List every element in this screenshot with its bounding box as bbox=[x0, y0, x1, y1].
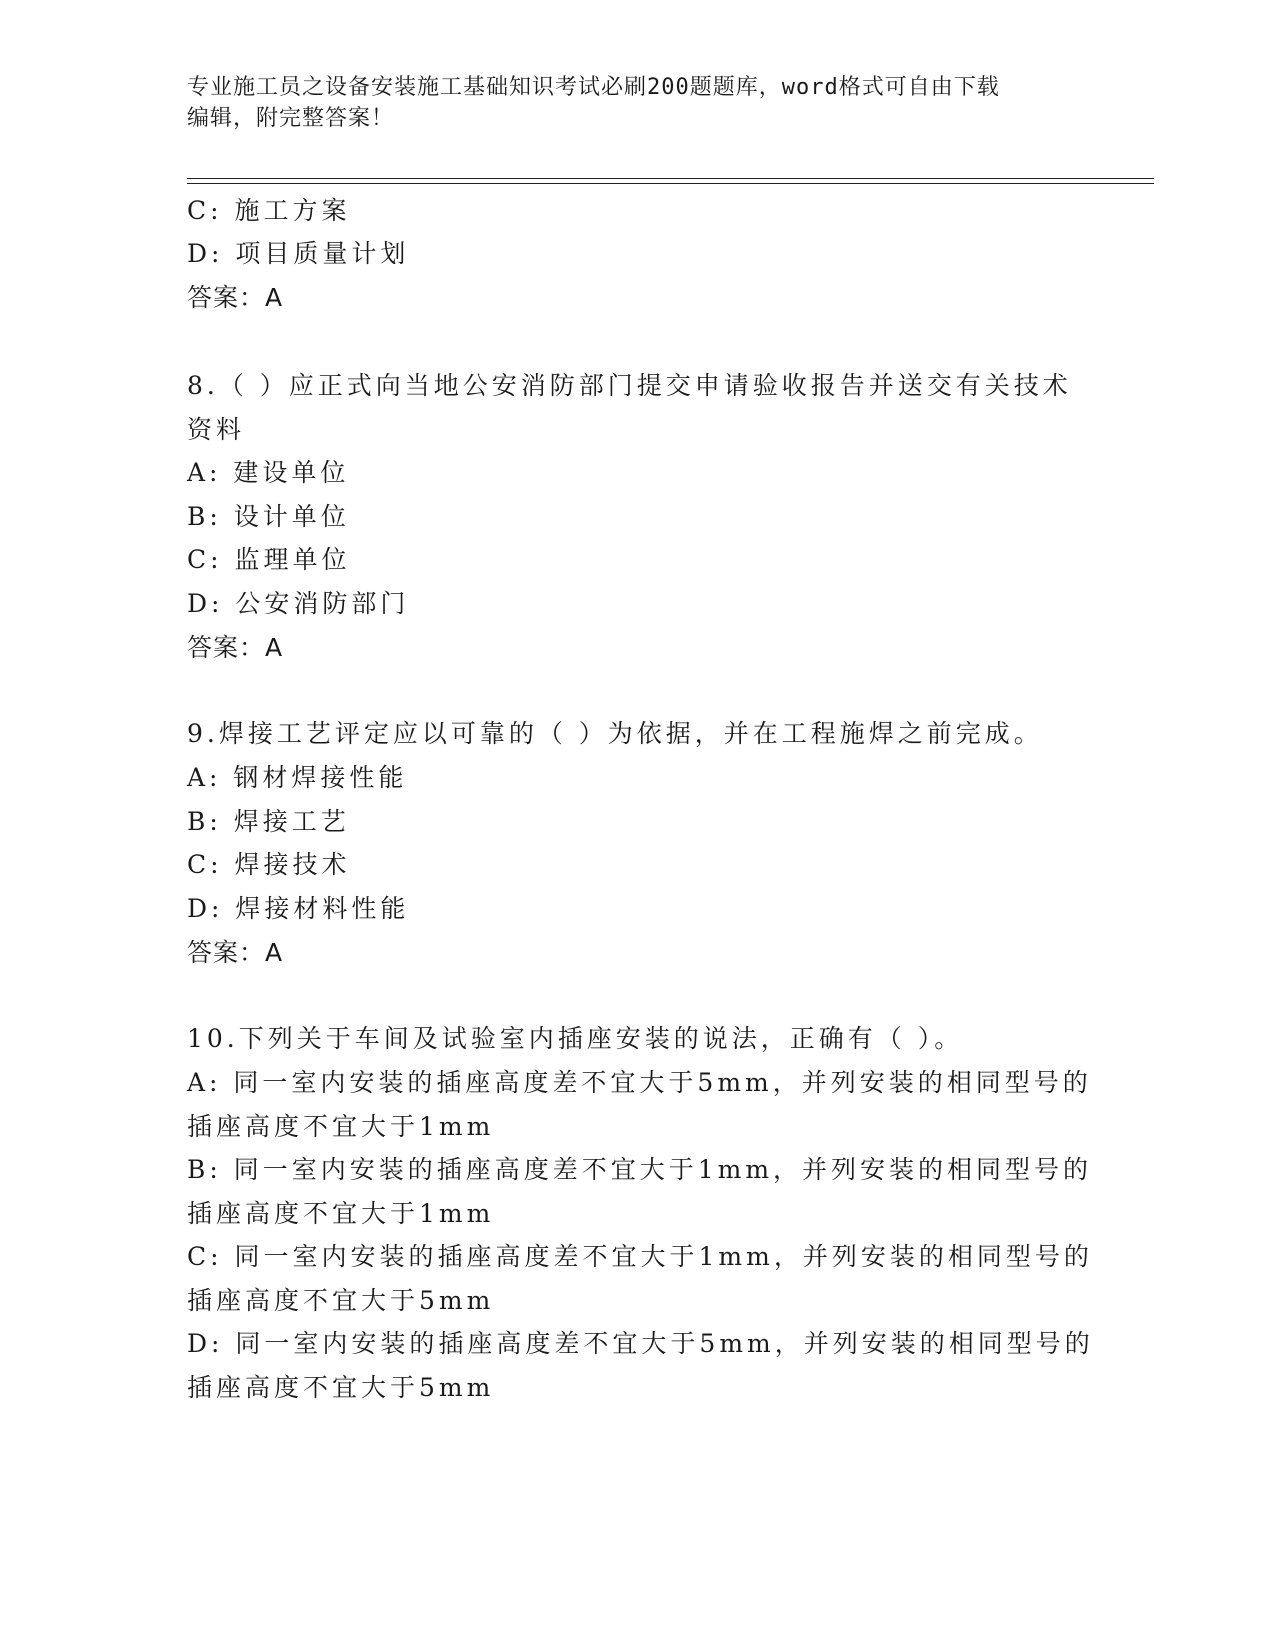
q8-option-a: A: 建设单位 bbox=[187, 458, 350, 487]
q8-option-b: B: 设计单位 bbox=[187, 502, 350, 531]
q10-option-b-line2: 插座高度不宜大于1mm bbox=[187, 1199, 495, 1228]
q10-option-a-line2: 插座高度不宜大于1mm bbox=[187, 1112, 495, 1141]
q9-option-b: B: 焊接工艺 bbox=[187, 807, 350, 836]
q8-question-line1: 8.（ ）应正式向当地公安消防部门提交申请验收报告并送交有关技术 bbox=[187, 371, 1072, 400]
q9-option-c: C: 焊接技术 bbox=[187, 850, 351, 879]
q8-option-c: C: 监理单位 bbox=[187, 545, 351, 574]
q9-question: 9.焊接工艺评定应以可靠的（ ）为依据，并在工程施焊之前完成。 bbox=[187, 719, 1043, 748]
q8-option-d: D: 公安消防部门 bbox=[187, 589, 410, 618]
q9-option-a: A: 钢材焊接性能 bbox=[187, 763, 408, 792]
q10-option-c-line2: 插座高度不宜大于5mm bbox=[187, 1286, 495, 1315]
q7-answer: 答案：A bbox=[187, 283, 284, 312]
header-title-line1: 专业施工员之设备安装施工基础知识考试必刷200题题库，word格式可自由下载 bbox=[187, 75, 1000, 100]
header-divider-bottom bbox=[187, 183, 1154, 184]
q9-answer: 答案：A bbox=[187, 938, 284, 967]
q10-option-a-line1: A: 同一室内安装的插座高度差不宜大于5mm，并列安装的相同型号的 bbox=[187, 1068, 1092, 1097]
q9-option-d: D: 焊接材料性能 bbox=[187, 894, 410, 923]
header-divider-top bbox=[187, 178, 1154, 179]
header-title-line2: 编辑，附完整答案！ bbox=[187, 106, 395, 131]
q8-answer: 答案：A bbox=[187, 633, 284, 662]
q10-question: 10.下列关于车间及试验室内插座安装的说法，正确有（ ）。 bbox=[187, 1024, 964, 1053]
q10-option-c-line1: C: 同一室内安装的插座高度差不宜大于1mm，并列安装的相同型号的 bbox=[187, 1242, 1093, 1271]
q7-option-d: D: 项目质量计划 bbox=[187, 239, 410, 268]
q10-option-d-line2: 插座高度不宜大于5mm bbox=[187, 1373, 495, 1402]
q8-question-line2: 资料 bbox=[187, 415, 246, 444]
q10-option-d-line1: D: 同一室内安装的插座高度差不宜大于5mm，并列安装的相同型号的 bbox=[187, 1329, 1094, 1358]
q10-option-b-line1: B: 同一室内安装的插座高度差不宜大于1mm，并列安装的相同型号的 bbox=[187, 1155, 1093, 1184]
q7-option-c: C: 施工方案 bbox=[187, 196, 351, 225]
document-header bbox=[187, 72, 1067, 134]
